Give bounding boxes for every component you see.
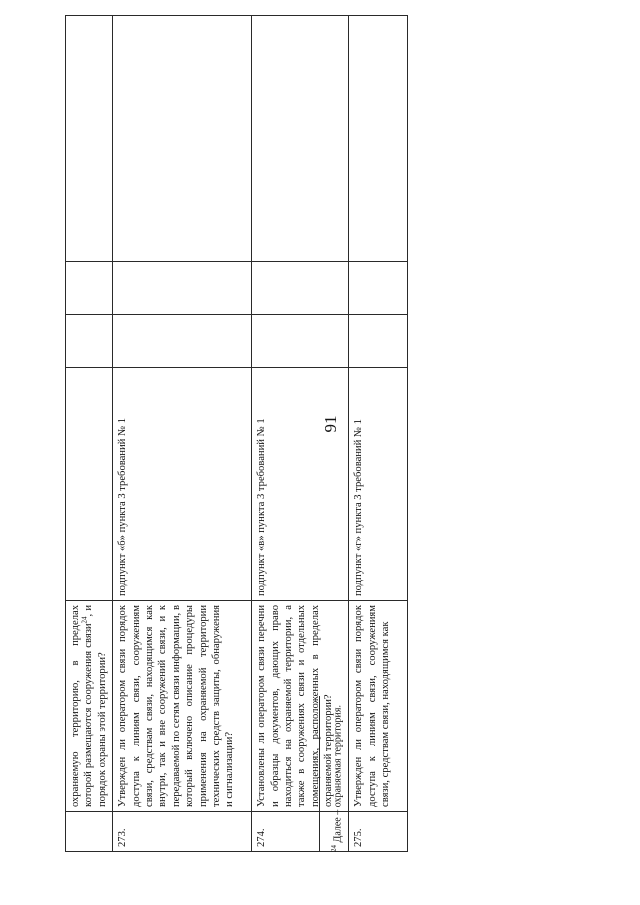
note-cell — [252, 16, 349, 262]
table-row — [349, 16, 408, 852]
question-cell — [66, 601, 113, 812]
answer-no-cell — [66, 262, 113, 315]
row-number-cell: 275. — [349, 812, 408, 852]
requirement-cell: подпункт «в» пункта 3 требований № 1 — [252, 368, 349, 601]
note-cell — [113, 16, 252, 262]
requirement-cell — [66, 368, 113, 601]
row-number-cell — [66, 812, 113, 852]
answer-yes-cell — [349, 315, 408, 368]
question-cell: Утвержден ли оператором связи порядок доступа к линиям связи, сооружениям связи, средствам связи, находящимся как внутри, так и вне сооружений связи, и к передаваемой по сетям связи информации, в который включено описание процедуры применения на охраняемой территории технических средств защиты, обнаружения и сигнализации? — [113, 601, 252, 812]
question-cell: Утвержден ли оператором связи порядок доступа к линиям связи, сооружениям связи, средствам связи, находящимся как — [349, 601, 408, 812]
page-number: 91 — [321, 415, 340, 433]
row-number-cell: 274. — [252, 812, 349, 852]
answer-yes-cell — [113, 315, 252, 368]
note-cell — [66, 16, 113, 262]
row-number-cell: 273. — [113, 812, 252, 852]
note-cell — [349, 16, 408, 262]
question-text-tail: , и порядок охраны этой территории? — [83, 605, 108, 807]
requirement-cell: подпункт «г» пункта 3 требований № 1 — [349, 368, 408, 601]
question-text: охраняемую территорию, в пределах которой размещаются сооружения связи — [70, 605, 95, 807]
footnote-separator — [319, 696, 320, 852]
answer-yes-cell — [66, 315, 113, 368]
footnote-text: Далее – охраняемая территория. — [332, 705, 344, 845]
requirements-table — [65, 15, 408, 852]
footnote-reference: 24 — [80, 616, 89, 624]
requirement-cell: подпункт «б» пункта 3 требований № 1 — [113, 368, 252, 601]
answer-no-cell — [252, 262, 349, 315]
rotated-page-content — [27, 22, 427, 852]
question-cell: Установлены ли оператором связи перечни и образцы документов, дающих право находиться на охраняемой территории, а также в сооружениях связи и отдельных помещениях, расположенных в пределах охраняемой территории? — [252, 601, 349, 812]
table-row — [66, 16, 113, 852]
footnote-marker: 24 — [330, 845, 338, 852]
answer-no-cell — [349, 262, 408, 315]
footnote — [328, 352, 344, 852]
table-row — [113, 16, 252, 852]
answer-no-cell — [113, 262, 252, 315]
